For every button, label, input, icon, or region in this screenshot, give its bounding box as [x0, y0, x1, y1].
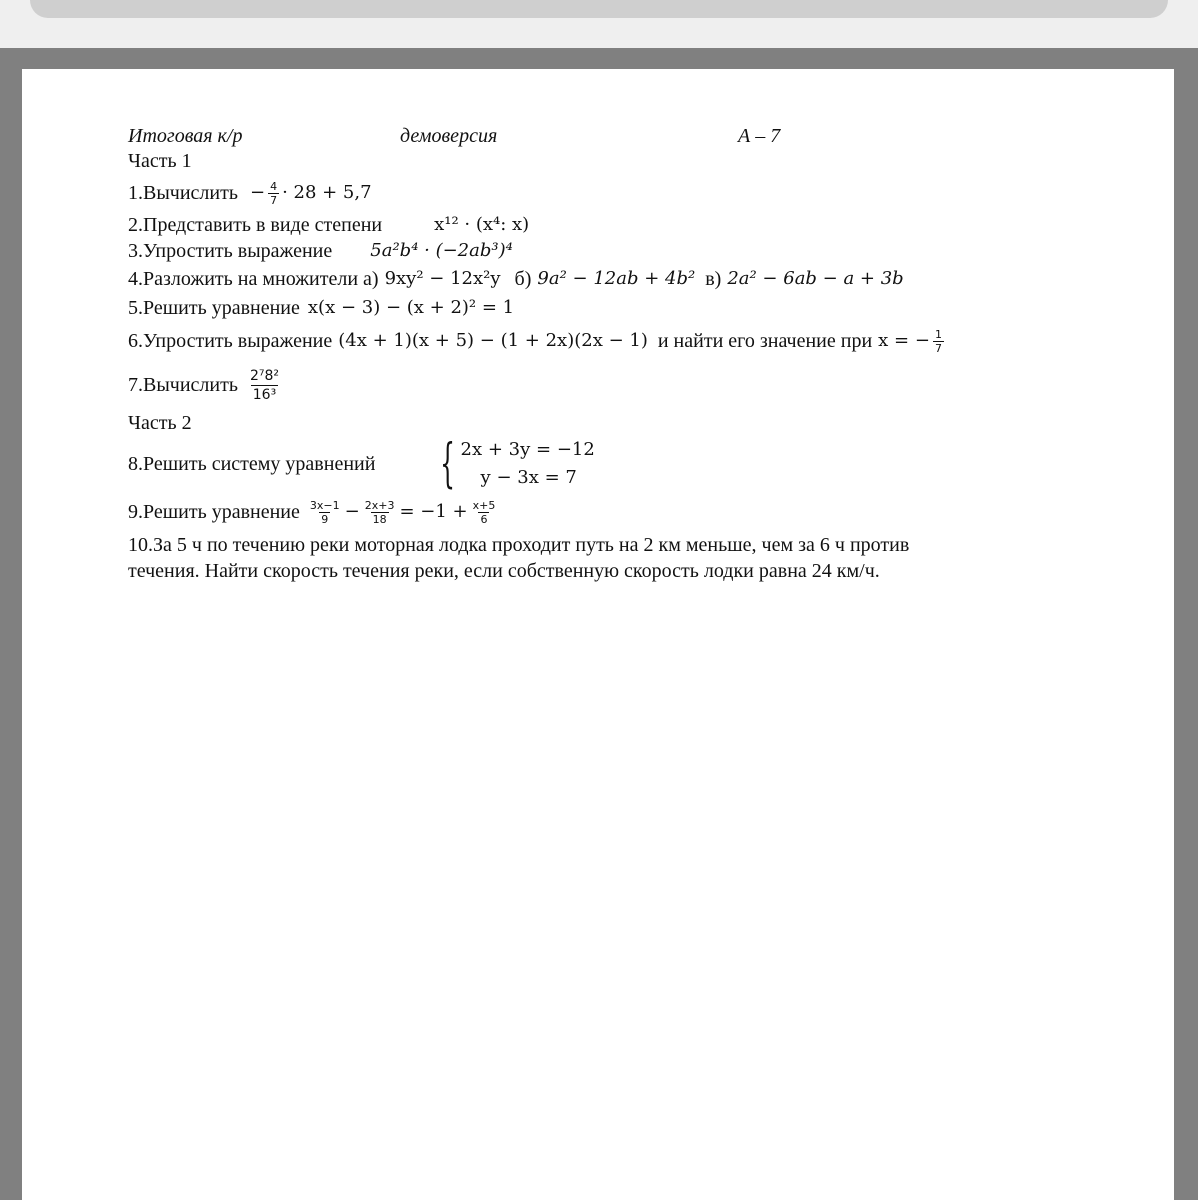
task-7: [128, 360, 1068, 410]
task-4-label: 4.Разложить на множители а): [128, 268, 379, 290]
fraction-numerator: x+5: [472, 498, 496, 512]
task-1-fraction: [268, 180, 279, 207]
task-7-fraction: [248, 367, 281, 404]
task-4-label-c: в): [705, 268, 722, 290]
equation-system: [431, 436, 594, 492]
task-4-expr-c: 2a² − 6ab − a + 3b: [727, 268, 904, 289]
fraction-denominator: 16³: [252, 386, 277, 403]
document-content: [128, 124, 1068, 584]
fraction-denominator: 7: [934, 341, 942, 355]
task-8: [128, 436, 1068, 492]
task-9-fraction-3: [471, 499, 498, 526]
fraction-numerator: 2x+3: [364, 498, 395, 512]
task-3-label: 3.Упростить выражение: [128, 240, 333, 262]
task-6: [128, 322, 1068, 360]
fraction-denominator: 18: [372, 512, 387, 526]
task-9-equals: = −1 +: [399, 501, 468, 522]
task-1-minus: −: [249, 182, 266, 203]
task-4-expr-a: 9xy² − 12x²y: [384, 268, 501, 289]
equation-1: 2x + 3y = −12: [460, 439, 595, 460]
task-1: [128, 174, 1068, 212]
fraction-numerator: 4: [270, 179, 278, 193]
task-9-minus: −: [344, 501, 360, 522]
task-7-label: 7.Вычислить: [128, 374, 238, 396]
header-right: А – 7: [738, 125, 781, 147]
brace-symbol: {: [440, 434, 456, 494]
task-3-expr: 5a²b⁴ · (−2ab³)⁴: [370, 240, 513, 261]
task-2-label: 2.Представить в виде степени: [128, 214, 383, 236]
header-left: Итоговая к/р: [128, 125, 243, 147]
fraction-numerator: 2⁷8²: [249, 367, 280, 384]
app-toolbar: [0, 0, 1198, 48]
fraction-numerator: 1: [934, 327, 942, 341]
task-4-expr-b: 9a² − 12ab + 4b²: [537, 268, 696, 289]
fraction-denominator: 9: [321, 512, 329, 526]
task-9: [128, 492, 1068, 532]
fraction-denominator: 6: [480, 512, 488, 526]
task-9-fraction-2: [363, 499, 397, 526]
toolbar-pill: [30, 0, 1168, 18]
task-4-label-b: б): [514, 268, 532, 290]
part1-heading: Часть 1: [128, 150, 192, 172]
task-9-fraction-1: [308, 499, 342, 526]
task-2: [128, 212, 1068, 238]
task-6-expr: (4x + 1)(x + 5) − (1 + 2x)(2x − 1): [338, 330, 648, 351]
task-5-expr: x(x − 3) − (x + 2)² = 1: [307, 297, 515, 318]
task-1-expr: · 28 + 5,7: [282, 182, 372, 203]
fraction-numerator: 3x−1: [309, 498, 340, 512]
task-5-label: 5.Решить уравнение: [128, 297, 300, 319]
equation-2: y − 3x = 7: [480, 467, 577, 488]
part2-heading: Часть 2: [128, 412, 192, 434]
task-10-line-2: течения. Найти скорость течения реки, если собственную скорость лодки равна 24 км/ч.: [128, 560, 880, 582]
task-6-text: и найти его значение при: [657, 330, 873, 352]
task-2-expr: x¹² · (x⁴: x): [434, 214, 530, 235]
task-1-label: 1.Вычислить: [128, 182, 238, 204]
doc-header: [128, 124, 1068, 148]
task-4: [128, 264, 1068, 294]
task-6-label: 6.Упростить выражение: [128, 330, 333, 352]
task-6-fraction: [933, 328, 944, 355]
task-3: [128, 238, 1068, 264]
task-8-label: 8.Решить систему уравнений: [128, 453, 376, 475]
task-9-label: 9.Решить уравнение: [128, 501, 300, 523]
task-6-at: x = −: [878, 330, 930, 351]
header-center: демоверсия: [400, 125, 498, 147]
fraction-denominator: 7: [270, 193, 278, 207]
task-5: [128, 294, 1068, 322]
task-10-line-1: 10.За 5 ч по течению реки моторная лодка проходит путь на 2 км меньше, чем за 6 ч против: [128, 534, 910, 556]
task-10: [128, 532, 1068, 584]
